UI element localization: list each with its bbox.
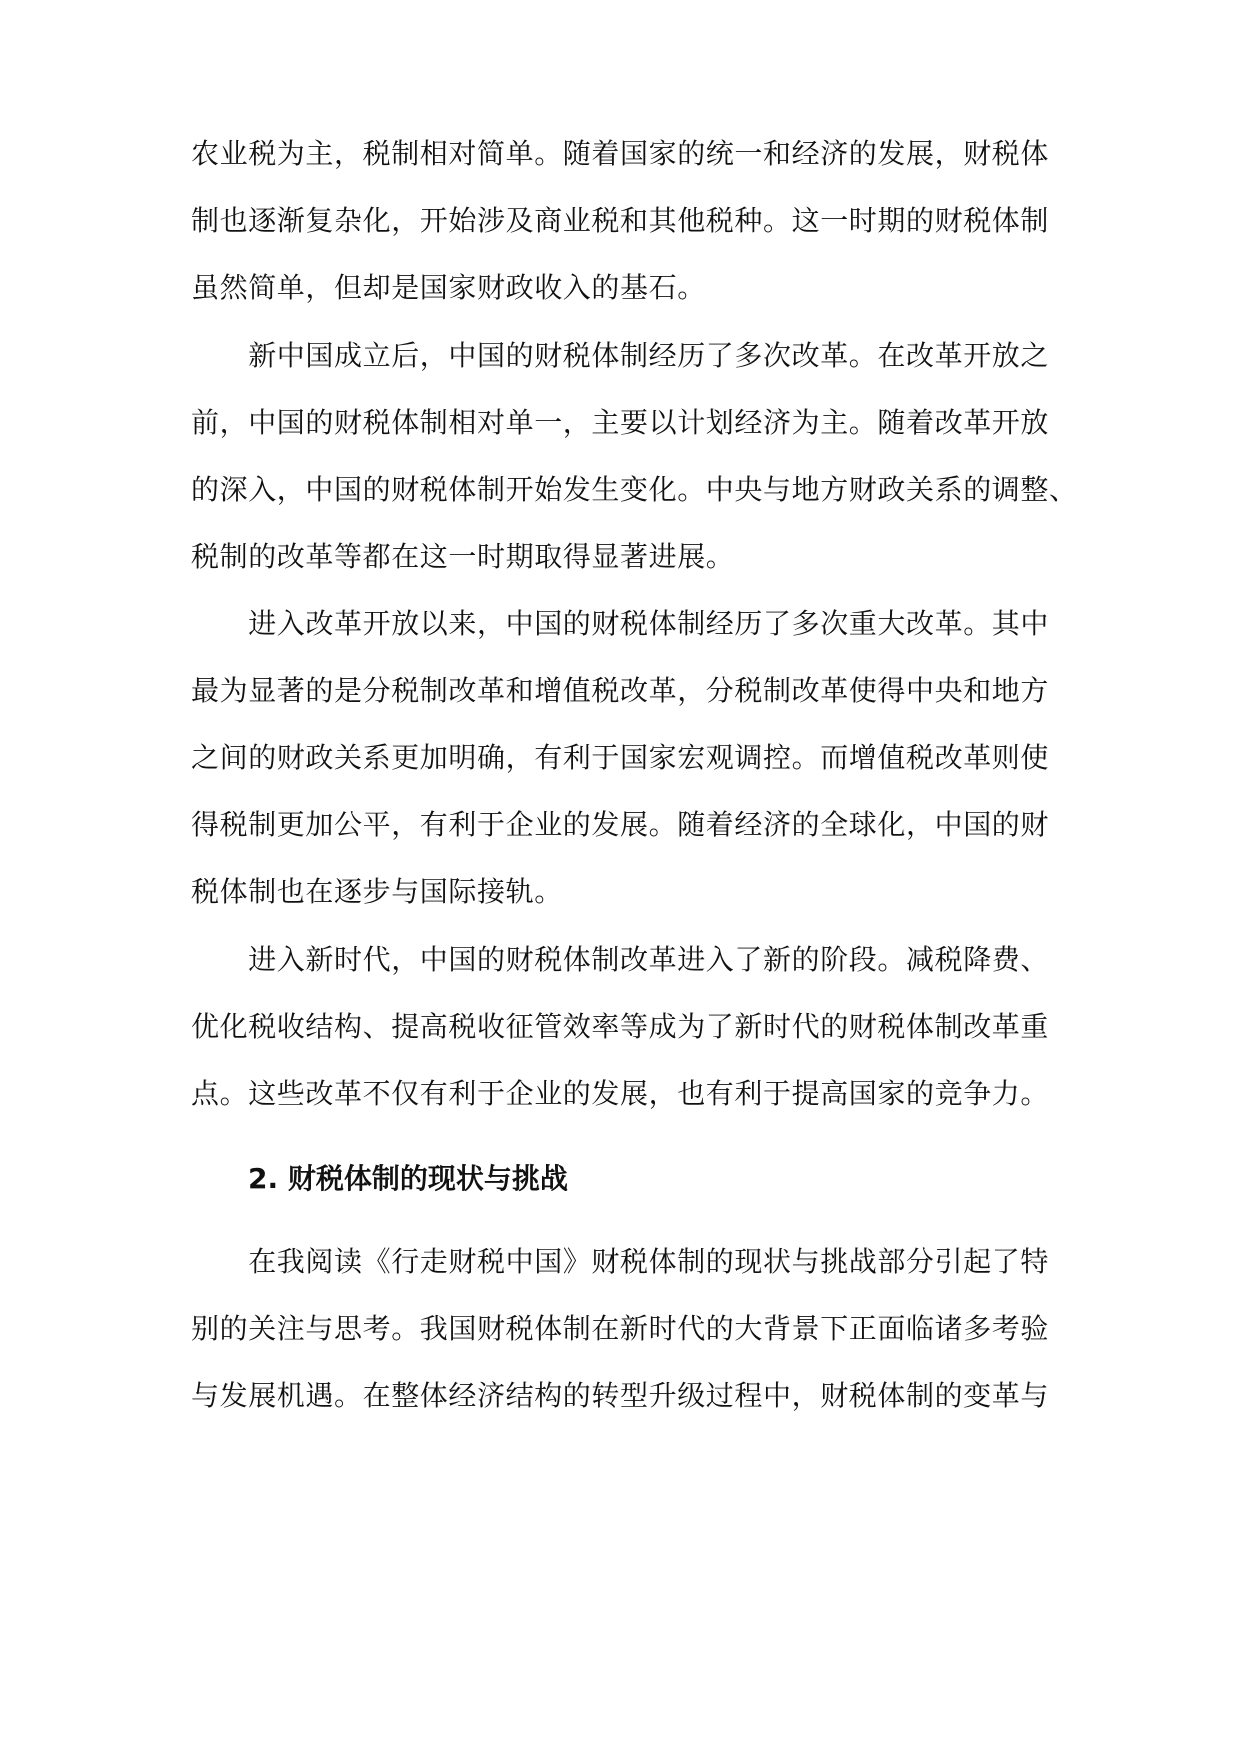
- text-line: 新中国成立后，中国的财税体制经历了多次改革。在改革开放之: [191, 339, 1050, 372]
- text-line: 在我阅读《行走财税中国》财税体制的现状与挑战部分引起了特: [191, 1245, 1050, 1278]
- text-line: 前，中国的财税体制相对单一，主要以计划经济为主。随着改革开放: [191, 406, 1050, 439]
- text-line: 的深入，中国的财税体制开始发生变化。中央与地方财政关系的调整、: [191, 473, 1078, 506]
- text-line: 进入新时代，中国的财税体制改革进入了新的阶段。减税降费、: [191, 943, 1050, 976]
- text-line: 点。这些改革不仅有利于企业的发展，也有利于提高国家的竞争力。: [191, 1077, 1050, 1110]
- text-line: 别的关注与思考。我国财税体制在新时代的大背景下正面临诸多考验: [191, 1312, 1050, 1345]
- text-line: 进入改革开放以来，中国的财税体制经历了多次重大改革。其中: [191, 607, 1050, 640]
- section-heading: 2. 财税体制的现状与挑战: [248, 1162, 568, 1195]
- text-line: 虽然简单，但却是国家财政收入的基石。: [191, 271, 706, 304]
- text-line: 得税制更加公平，有利于企业的发展。随着经济的全球化，中国的财: [191, 808, 1050, 841]
- text-line: 最为显著的是分税制改革和增值税改革，分税制改革使得中央和地方: [191, 674, 1050, 707]
- text-line: 与发展机遇。在整体经济结构的转型升级过程中，财税体制的变革与: [191, 1379, 1050, 1412]
- text-line: 制也逐渐复杂化，开始涉及商业税和其他税种。这一时期的财税体制: [191, 204, 1050, 237]
- text-line: 农业税为主，税制相对简单。随着国家的统一和经济的发展，财税体: [191, 137, 1050, 170]
- text-line: 优化税收结构、提高税收征管效率等成为了新时代的财税体制改革重: [191, 1010, 1050, 1043]
- text-line: 税制的改革等都在这一时期取得显著进展。: [191, 540, 735, 573]
- text-line: 之间的财政关系更加明确，有利于国家宏观调控。而增值税改革则使: [191, 741, 1050, 774]
- text-line: 税体制也在逐步与国际接轨。: [191, 875, 563, 908]
